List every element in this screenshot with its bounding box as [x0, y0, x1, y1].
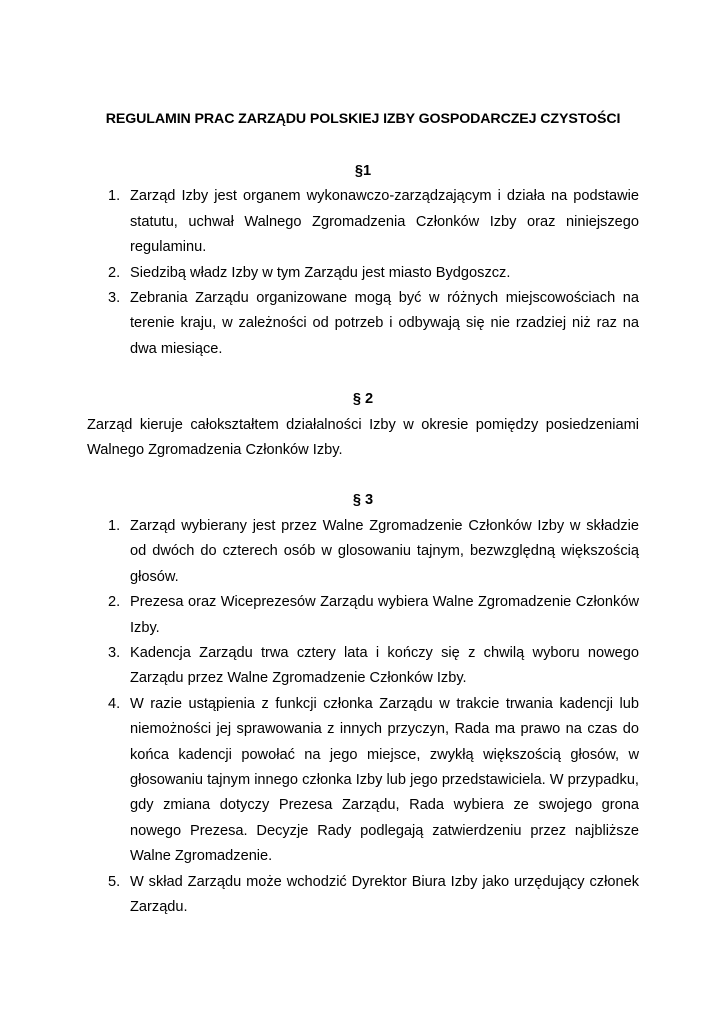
list-item-text: Siedzibą władz Izby w tym Zarządu jest miasto Bydgoszcz.	[130, 264, 511, 281]
list-item	[87, 590, 639, 641]
list-item-number: 3.	[108, 290, 121, 307]
list-item-number: 1.	[108, 517, 121, 534]
list-item-number: 4.	[108, 695, 121, 712]
list-item-number: 2.	[108, 264, 121, 281]
list-item-text: W skład Zarządu może wchodzić Dyrektor Biura Izby jako urzędujący członek Zarządu.	[130, 873, 639, 915]
list-item-text: Prezesa oraz Wiceprezesów Zarządu wybiera Walne Zgromadzenie Członków Izby.	[130, 594, 639, 636]
list-item	[87, 514, 639, 590]
list-item	[87, 261, 639, 286]
document-content	[87, 109, 639, 920]
section-3-heading: § 3	[352, 492, 374, 509]
list-item-number: 2.	[108, 594, 121, 611]
section-2-heading: § 2	[352, 391, 374, 408]
list-item-text: Kadencja Zarządu trwa cztery lata i kończy się z chwilą wyboru nowego Zarządu przez Walne Zgromadzenie Członków Izby.	[130, 644, 639, 687]
list-item	[87, 184, 639, 260]
section-3-list	[87, 514, 639, 921]
list-item	[87, 641, 639, 692]
section-1-heading: §1	[354, 163, 372, 179]
list-item	[87, 286, 639, 362]
list-item-text: Zarząd wybierany jest przez Walne Zgromadzenie Członków Izby w składzie od dwóch do czterech osób w glosowaniu tajnym, bezwzględną większością głosów.	[130, 517, 639, 585]
list-item	[87, 692, 639, 870]
list-item-text: Zarząd Izby jest organem wykonawczo-zarządzającym i działa na podstawie statutu, uchwał Walnego Zgromadzenia Członków Izby oraz niniejszego regulaminu.	[130, 188, 639, 256]
list-item-text: W razie ustąpienia z funkcji członka Zarządu w trakcie trwania kadencji lub niemożności jej sprawowania z innych przyczyn, Rada ma prawo na czas do końca kadencji powołać na jego miejsce, zwykłą większością głosów, w głosowaniu tajnym innego członka Izby lub jego przedstawiciela. W przypadku, gdy zmiana dotyczy Prezesa Zarządu, Rada wybiera ze swojego grona nowego Prezesa. Decyzje Rady podlegają zatwierdzeniu przez najbliższe Walne Zgromadzenie.	[130, 695, 639, 865]
section-2-paragraph: Zarząd kieruje całokształtem działalności Izby w okresie pomiędzy posiedzeniami Walnego Zgromadzenia Członków Izby.	[87, 416, 639, 459]
list-item-number: 5.	[108, 873, 121, 890]
list-item-number: 3.	[108, 644, 121, 661]
document-title: REGULAMIN PRAC ZARZĄDU POLSKIEJ IZBY GOSPODARCZEJ CZYSTOŚCI	[105, 111, 621, 127]
section-1-list	[87, 184, 639, 362]
list-item	[87, 870, 639, 921]
list-item-number: 1.	[108, 188, 121, 205]
list-item-text: Zebrania Zarządu organizowane mogą być w różnych miejscowościach na terenie kraju, w zależności od potrzeb i odbywają się nie rzadziej niż raz na dwa miesiące.	[130, 290, 639, 357]
